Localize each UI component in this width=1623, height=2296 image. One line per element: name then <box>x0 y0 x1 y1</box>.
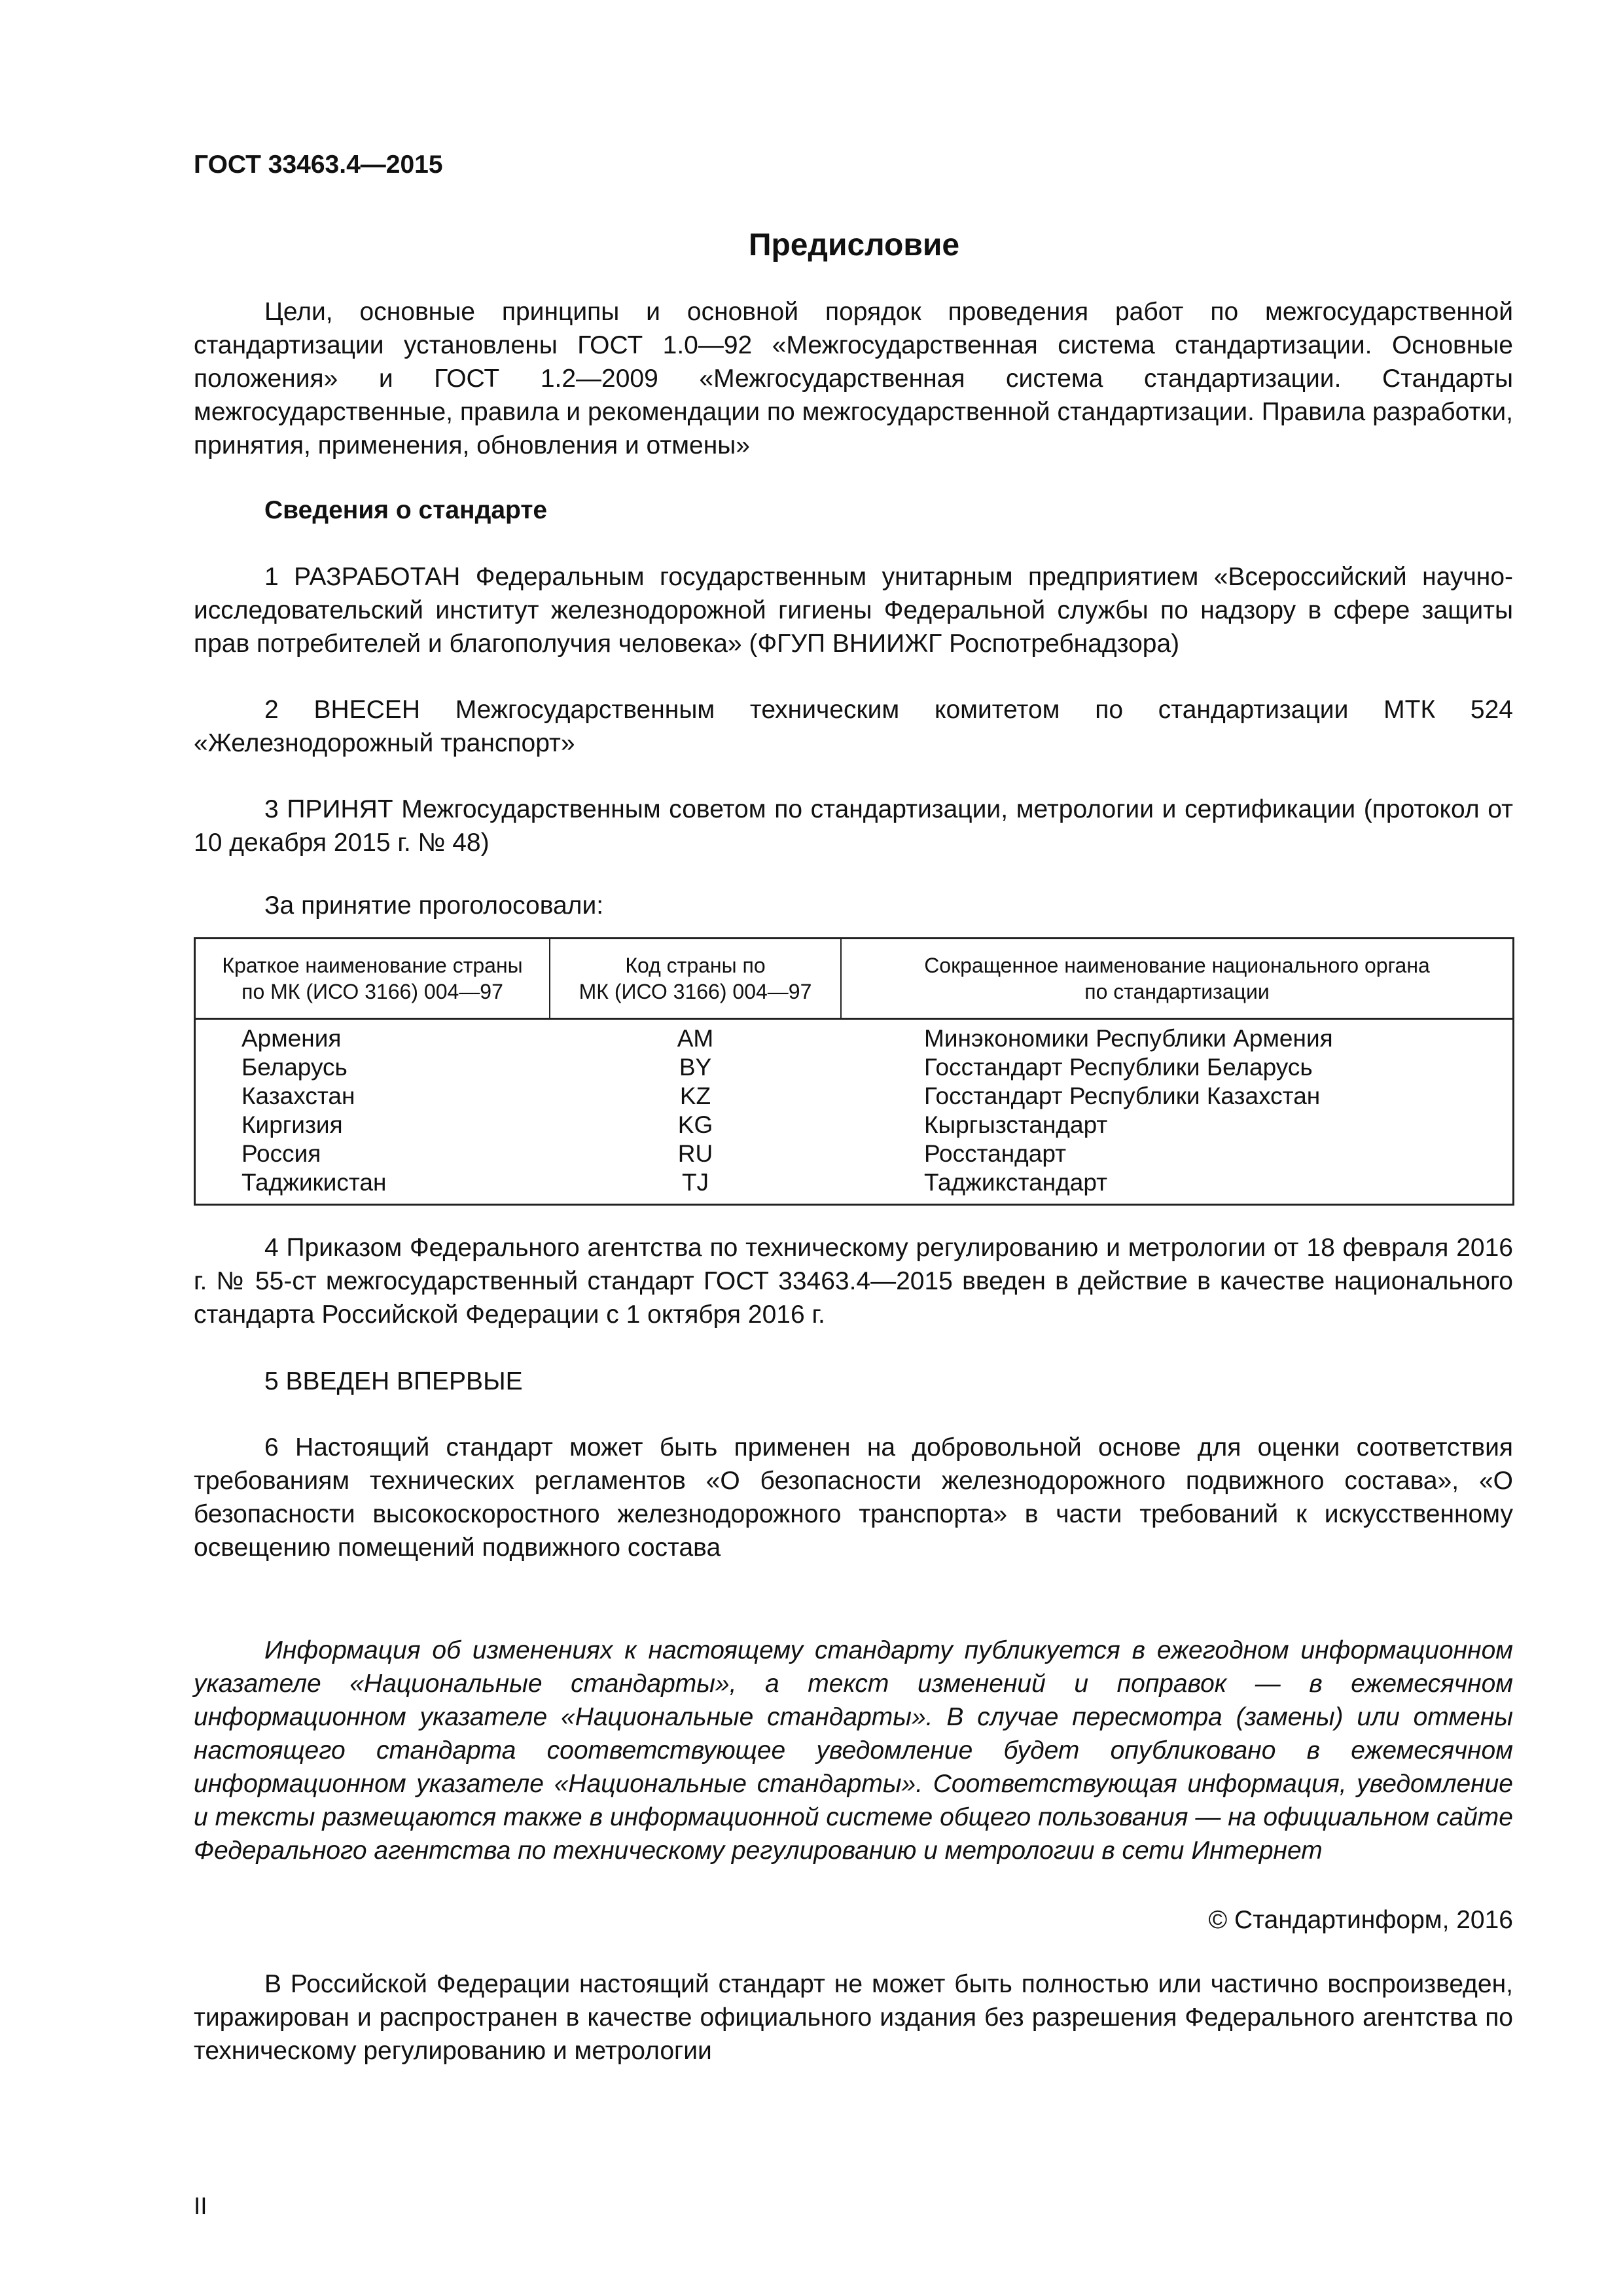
item-6-paragraph: 6 Настоящий стандарт может быть применен на добровольной основе для оценки соответствия требованиям технических регламентов «О безопасности железнодорожного подвижного состава», «О безопасности высокоскоростного железнодорожного транспорта» в части требований к искусственному освещению помещений подвижного состава <box>194 1433 1513 1562</box>
table-cell: AM <box>677 1025 714 1052</box>
table-cell: Госстандарт Республики Беларусь <box>924 1054 1313 1081</box>
page-number: II <box>194 2193 207 2219</box>
table-cell: Таджикстандарт <box>924 1169 1108 1196</box>
info-note-paragraph: Информация об изменениях к настоящему стандарту публикуется в ежегодном информационном указателе «Национальные стандарты», а текст изменений и поправок — в ежемесячном информационном указателе «Национальные стандарты». В случае пересмотра (замены) или отмены настоящего стандарта соответствующее уведомление будет опубликовано в ежемесячном информационном указателе «Национальные стандарты». Соответствующая информация, уведомление и тексты размещаются также в информационной системе общего пользования — на официальном сайте Федерального агентства по техническому регулированию и метрологии в сети Интернет <box>194 1636 1513 1865</box>
section-title: Сведения о стандарте <box>264 496 548 524</box>
table-header-country <box>196 952 549 1005</box>
item-3-paragraph: 3 ПРИНЯТ Межгосударственным советом по стандартизации, метрологии и сертификации (протокол от 10 декабря 2015 г. № 48) <box>194 795 1513 857</box>
table-header-code <box>550 952 840 1005</box>
header-line: по МК (ИСО 3166) 004—97 <box>241 980 503 1003</box>
table-cell: BY <box>679 1054 712 1081</box>
table-column-code <box>550 1024 840 1197</box>
table-cell: TJ <box>681 1169 709 1196</box>
voting-table <box>194 937 1514 1206</box>
item-1-paragraph: 1 РАЗРАБОТАН Федеральным государственным унитарным предприятием «Всероссийский научно-исследовательский институт железнодорожной гигиены Федеральной службы по надзору в сфере защиты прав потребителей и благополучия человека» (ФГУП ВНИИЖГ Роспотребнадзора) <box>194 563 1513 658</box>
header-line: МК (ИСО 3166) 004—97 <box>579 980 812 1003</box>
table-cell: Кыргызстандарт <box>924 1111 1108 1138</box>
table-header-authority <box>842 952 1512 1005</box>
table-cell: Минэкономики Республики Армения <box>924 1025 1333 1052</box>
table-cell: RU <box>677 1140 713 1167</box>
table-cell: Казахстан <box>241 1083 355 1109</box>
item-2-paragraph: 2 ВНЕСЕН Межгосударственным техническим комитетом по стандартизации МТК 524 «Железнодорожный транспорт» <box>194 696 1513 757</box>
table-cell: Госстандарт Республики Казахстан <box>924 1083 1321 1109</box>
header-line: Сокращенное наименование национального органа <box>924 954 1430 977</box>
rights-paragraph: В Российской Федерации настоящий стандарт не может быть полностью или частично воспроизведен, тиражирован и распространен в качестве официального издания без разрешения Федерального агентства по техническому регулированию и метрологии <box>194 1970 1513 2065</box>
copyright-line: © Стандартинформ, 2016 <box>1208 1906 1513 1934</box>
vote-label: За принятие проголосовали: <box>264 891 604 920</box>
table-cell: Таджикистан <box>241 1169 387 1196</box>
table-cell: Киргизия <box>241 1111 343 1138</box>
table-cell: Армения <box>241 1025 342 1052</box>
table-cell: KG <box>677 1111 713 1138</box>
table-cell: Беларусь <box>241 1054 348 1081</box>
item-5-paragraph: 5 ВВЕДЕН ВПЕРВЫЕ <box>264 1367 523 1395</box>
item-4-paragraph: 4 Приказом Федерального агентства по техническому регулированию и метрологии от 18 февраля 2016 г. № 55-ст межгосударственный стандарт ГОСТ 33463.4—2015 введен в действие в качестве национального стандарта Российской Федерации с 1 октября 2016 г. <box>194 1234 1513 1329</box>
header-line: Краткое наименование страны <box>222 954 523 977</box>
table-header <box>196 939 1512 1020</box>
table-column-authority <box>924 1024 1333 1197</box>
table-column-country <box>241 1024 386 1197</box>
table-cell: Росстандарт <box>924 1140 1067 1167</box>
header-line: по стандартизации <box>1084 980 1270 1003</box>
page-title: Предисловие <box>748 228 960 262</box>
header-line: Код страны по <box>625 954 766 977</box>
intro-paragraph: Цели, основные принципы и основной порядок проведения работ по межгосударственной стандартизации установлены ГОСТ 1.0—92 «Межгосударственная система стандартизации. Основные положения» и ГОСТ 1.2—2009 «Межгосударственная система стандартизации. Стандарты межгосударственные, правила и рекомендации по межгосударственной стандартизации. Правила разработки, принятия, применения, обновления и отмены» <box>194 298 1513 459</box>
table-cell: Россия <box>241 1140 321 1167</box>
table-cell: KZ <box>679 1083 711 1109</box>
document-id-header: ГОСТ 33463.4—2015 <box>194 151 443 179</box>
